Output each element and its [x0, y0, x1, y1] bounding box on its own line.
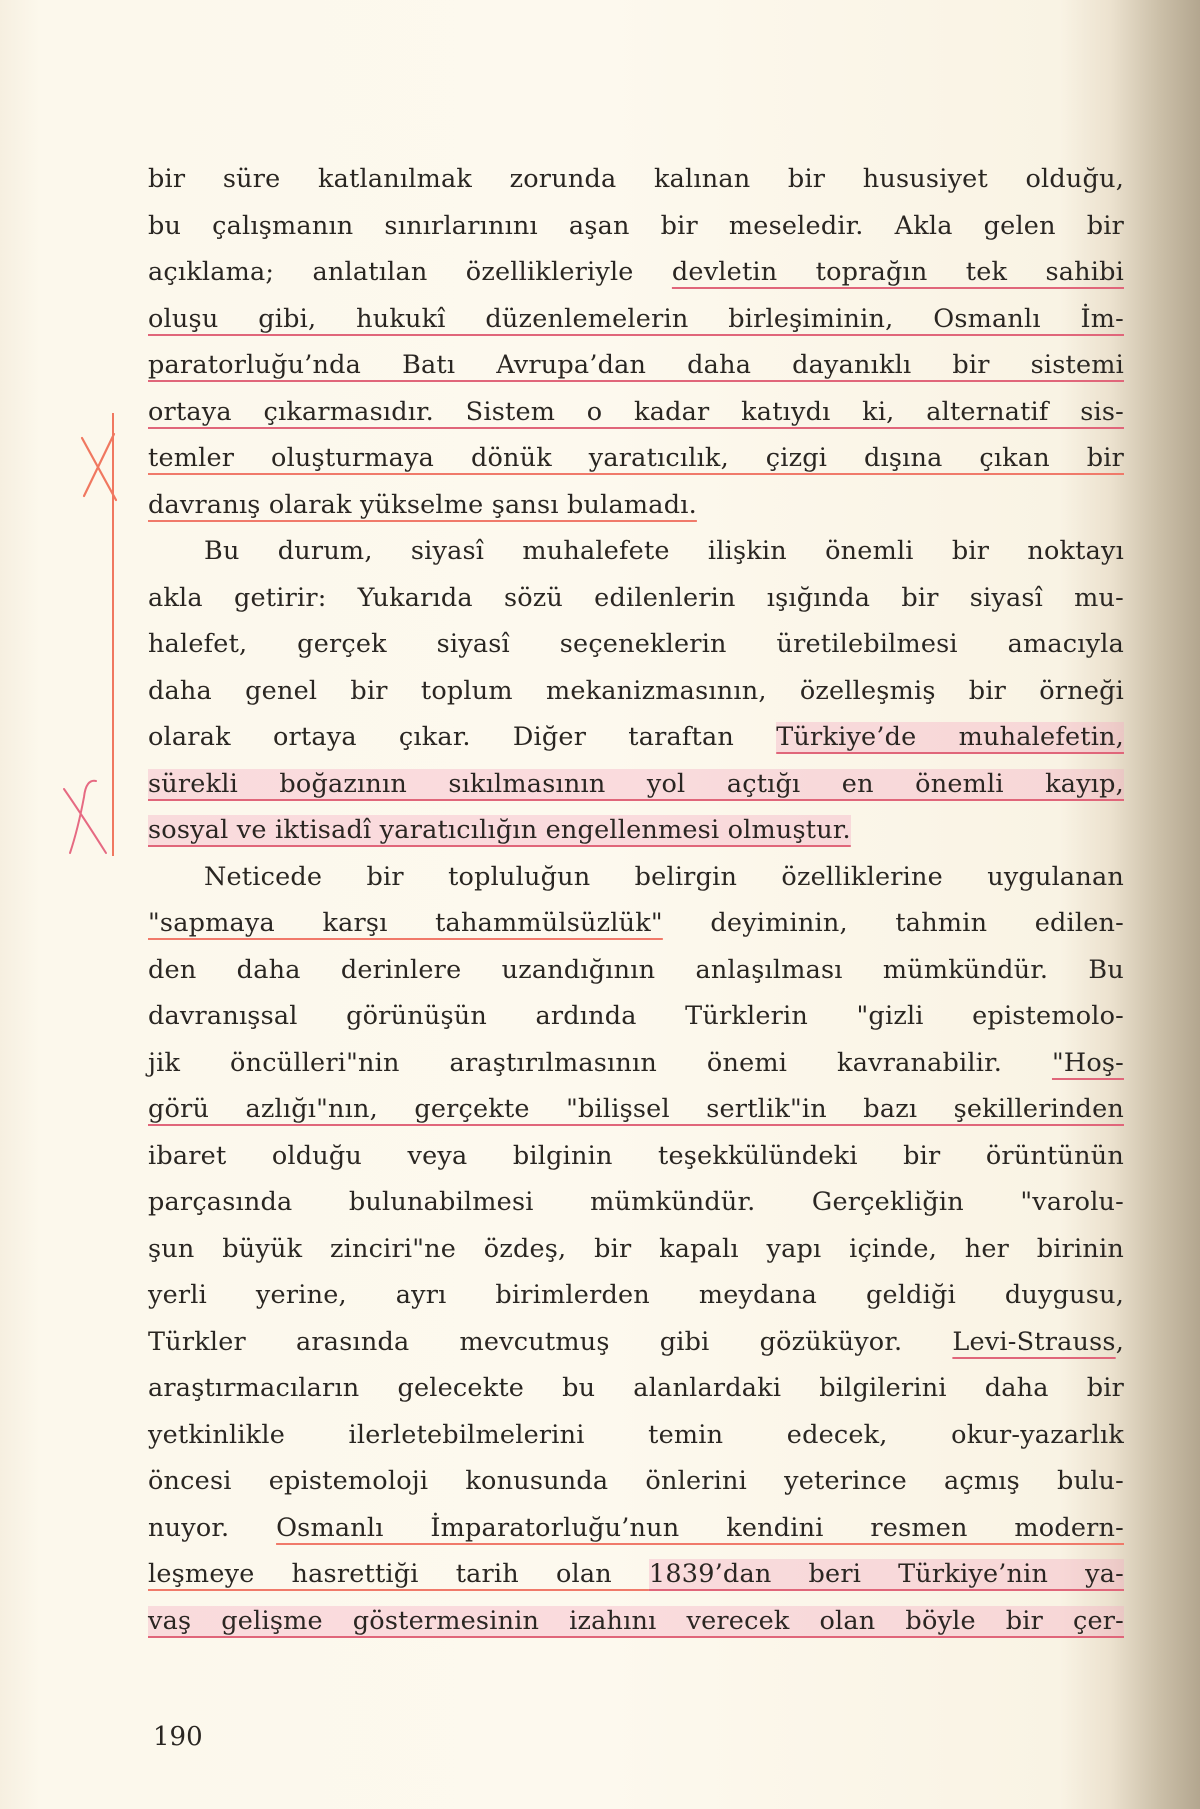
text-line	[148, 342, 1124, 389]
text-line	[148, 435, 1124, 482]
text-segment: araştırmacıların gelecekte bu alanlardaki bilgilerini daha bir	[148, 1373, 1124, 1403]
text-segment: Bu durum, siyasî muhalefete ilişkin önemli bir noktayı	[204, 536, 1124, 566]
annotated-text: devletin toprağın tek sahibi	[671, 257, 1124, 287]
text-line	[148, 900, 1124, 947]
text-segment: parçasında bulunabilmesi mümkündür. Gerçekliğin "varolu-	[148, 1187, 1124, 1217]
text-line	[148, 714, 1124, 761]
margin-x-mark-icon	[60, 775, 110, 857]
text-line	[148, 761, 1124, 808]
text-line	[148, 528, 1124, 575]
annotated-text: davranış olarak yükselme şansı bulamadı.	[148, 489, 697, 520]
text-line	[148, 854, 1124, 901]
text-segment: yetkinlikle ilerletebilmelerini temin edecek, okur-yazarlık	[148, 1419, 1124, 1450]
text-line	[148, 1598, 1124, 1645]
text-line	[148, 249, 1124, 296]
text-segment: ,	[1115, 1326, 1124, 1357]
margin-x-mark-icon	[78, 430, 118, 502]
text-segment: şun büyük zinciri"ne özdeş, bir kapalı yapı içinde, her birinin	[148, 1233, 1124, 1264]
annotated-text: Levi-Strauss	[952, 1326, 1116, 1357]
text-segment: nuyor.	[148, 1512, 277, 1543]
text-line	[148, 807, 1124, 854]
annotated-text: görü azlığı"nın, gerçekte "bilişsel sertlik"in bazı şekillerinden	[148, 1094, 1124, 1124]
text-segment: yerli yerine, ayrı birimlerden meydana geldiği duygusu,	[148, 1280, 1124, 1310]
text-line	[148, 947, 1124, 994]
annotated-text: oluşu gibi, hukukî düzenlemelerin birleşiminin, Osmanlı İm-	[148, 303, 1124, 334]
text-segment: ibaret olduğu veya bilginin teşekkülündeki bir örüntünün	[148, 1140, 1124, 1171]
text-segment: akla getirir: Yukarıda sözü edilenlerin ışığında bir siyasî mu-	[148, 582, 1124, 613]
text-segment: daha genel bir toplum mekanizmasının, özelleşmiş bir örneği	[148, 675, 1124, 706]
text-line	[148, 621, 1124, 668]
annotated-text: ortaya çıkarmasıdır. Sistem o kadar katıydı ki, alternatif sis-	[148, 396, 1124, 427]
text-segment: bu çalışmanın sınırlarınını aşan bir meseledir. Akla gelen bir	[148, 210, 1124, 241]
text-segment: davranışsal görünüşün ardında Türklerin "gizli epistemolo-	[148, 1001, 1124, 1031]
text-line	[148, 203, 1124, 250]
text-line	[148, 296, 1124, 343]
paragraph	[148, 854, 1124, 1645]
body-text	[148, 156, 1124, 1644]
text-segment: öncesi epistemoloji konusunda önlerini yeterince açmış bulu-	[148, 1466, 1124, 1496]
text-segment: den daha derinlere uzandığının anlaşılması mümkündür. Bu	[148, 954, 1124, 985]
annotated-text: sürekli boğazının sıkılmasının yol açtığı en önemli kayıp,	[148, 768, 1124, 799]
text-line	[148, 1365, 1124, 1412]
annotated-text: paratorluğu’nda Batı Avrupa’dan daha dayanıklı bir sistemi	[148, 350, 1124, 380]
text-line	[148, 1272, 1124, 1319]
annotated-text: sosyal ve iktisadî yaratıcılığın engellenmesi olmuştur.	[148, 815, 851, 845]
annotated-text: "Hoş-	[1051, 1047, 1124, 1078]
paragraph	[148, 156, 1124, 528]
text-line	[148, 575, 1124, 622]
text-segment: Neticede bir topluluğun belirgin özelliklerine uygulanan	[204, 861, 1124, 892]
text-segment: Türkler arasında mevcutmuş gibi gözüküyor.	[148, 1326, 953, 1357]
text-line	[148, 1086, 1124, 1133]
paragraph	[148, 528, 1124, 854]
page-number: 190	[153, 1722, 203, 1752]
text-line	[148, 389, 1124, 436]
text-line	[148, 156, 1124, 203]
text-line	[148, 668, 1124, 715]
text-line	[148, 1133, 1124, 1180]
text-line	[148, 482, 1124, 529]
text-line	[148, 1040, 1124, 1087]
text-line	[148, 1319, 1124, 1366]
text-segment: bir süre katlanılmak zorunda kalınan bir hususiyet olduğu,	[148, 164, 1124, 194]
annotated-text: Türkiye’de muhalefetin,	[776, 722, 1124, 752]
text-line	[148, 1458, 1124, 1505]
text-line	[148, 993, 1124, 1040]
text-line	[148, 1179, 1124, 1226]
text-line	[148, 1505, 1124, 1552]
text-segment: olarak ortaya çıkar. Diğer taraftan	[148, 722, 777, 752]
text-segment: deyiminin, tahmin edilen-	[662, 908, 1124, 938]
text-line	[148, 1551, 1124, 1598]
annotated-text: Osmanlı İmparatorluğu’nun kendini resmen modern-	[276, 1512, 1124, 1543]
annotated-text: leşmeye hasrettiği tarih olan	[148, 1559, 649, 1589]
annotated-text: 1839’dan beri Türkiye’nin ya-	[648, 1559, 1124, 1589]
text-segment: halefet, gerçek siyasî seçeneklerin üretilebilmesi amacıyla	[148, 629, 1124, 659]
annotated-text: "sapmaya karşı tahammülsüzlük"	[148, 908, 663, 938]
text-segment: jik öncülleri"nin araştırılmasının önemi kavranabilir.	[148, 1047, 1052, 1078]
text-line	[148, 1412, 1124, 1459]
annotated-text: vaş gelişme göstermesinin izahını verecek olan böyle bir çer-	[148, 1605, 1124, 1636]
text-line	[148, 1226, 1124, 1273]
text-segment: açıklama; anlatılan özellikleriyle	[148, 257, 672, 287]
annotated-text: temler oluşturmaya dönük yaratıcılık, çizgi dışına çıkan bir	[148, 443, 1124, 473]
